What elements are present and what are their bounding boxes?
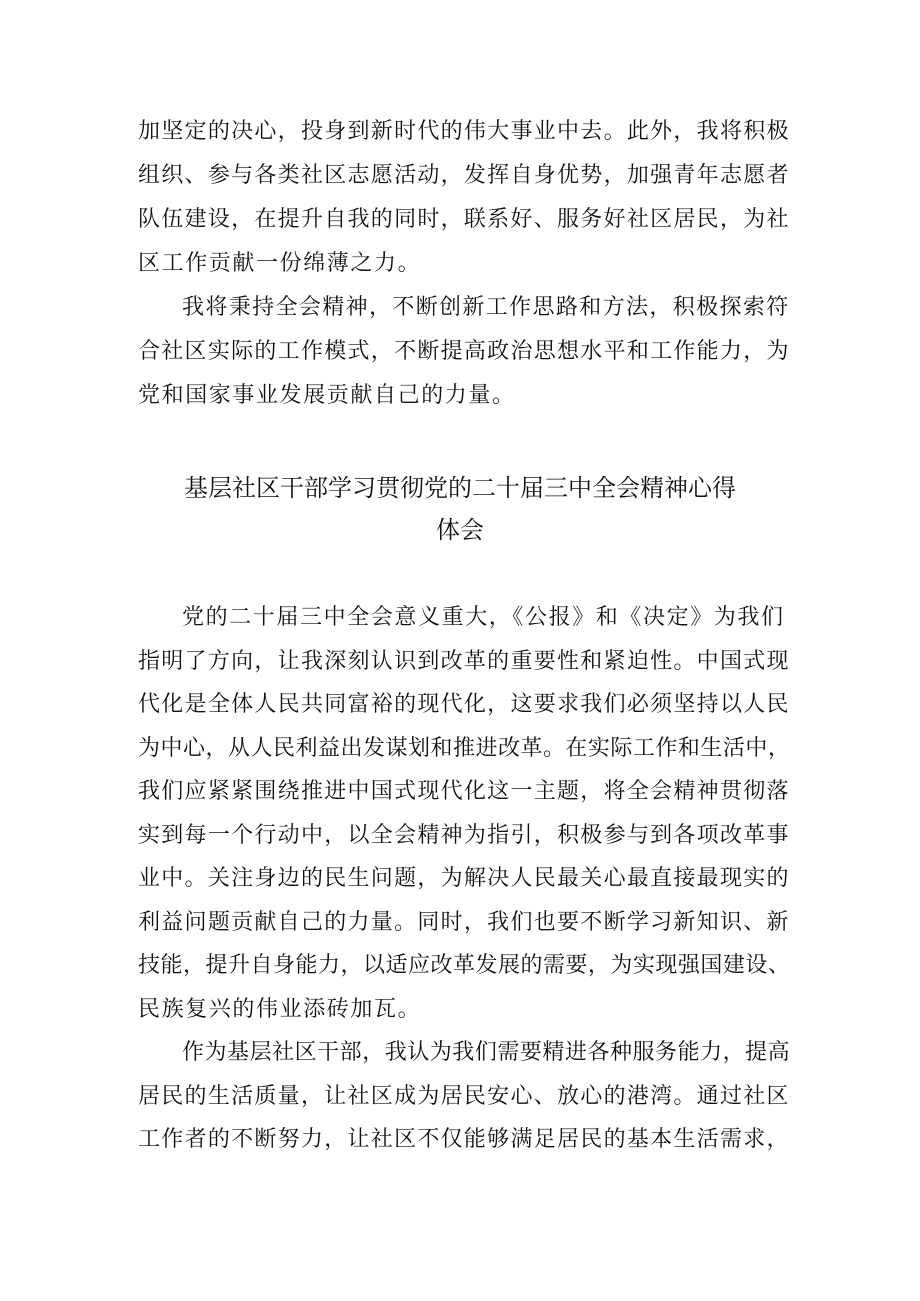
text-line: 党和国家事业发展贡献自己的力量。 — [138, 383, 516, 408]
text-line: 我将秉持全会精神，不断创新工作思路和方法，积极探索符 — [182, 295, 790, 320]
text-line: 加坚定的决心，投身到新时代的伟大事业中去。此外，我将积极 — [138, 119, 790, 144]
text-line: 业中。关注身边的民生问题，为解决人民最关心最直接最现实的 — [138, 866, 790, 891]
document-title-line-2: 体会 — [436, 516, 484, 544]
document-title-line-1: 基层社区干部学习贯彻党的二十届三中全会精神心得 — [184, 474, 736, 502]
text-line: 民族复兴的伟业添砖加瓦。 — [138, 997, 422, 1022]
text-line: 代化是全体人民共同富裕的现代化，这要求我们必须坚持以人民 — [138, 692, 790, 717]
text-line: 作为基层社区干部，我认为我们需要精进各种服务能力，提高 — [182, 1040, 791, 1065]
text-line: 组织、参与各类社区志愿活动，发挥自身优势，加强青年志愿者 — [138, 163, 790, 188]
text-line: 党的二十届三中全会意义重大，《公报》和《决定》为我们 — [182, 605, 785, 630]
text-line: 工作者的不断努力，让社区不仅能够满足居民的基本生活需求， — [138, 1127, 790, 1152]
text-line: 利益问题贡献自己的力量。同时，我们也要不断学习新知识、新 — [138, 910, 790, 935]
text-line: 为中心，从人民利益出发谋划和推进改革。在实际工作和生活中， — [138, 736, 791, 761]
text-line: 队伍建设，在提升自我的同时，联系好、服务好社区居民，为社 — [138, 207, 790, 232]
text-line: 我们应紧紧围绕推进中国式现代化这一主题，将全会精神贯彻落 — [138, 779, 790, 804]
text-line: 合社区实际的工作模式，不断提高政治思想水平和工作能力，为 — [138, 339, 790, 364]
text-line: 技能，提升自身能力，以适应改革发展的需要，为实现强国建设、 — [138, 953, 791, 978]
text-line: 居民的生活质量，让社区成为居民安心、放心的港湾。通过社区 — [138, 1084, 790, 1109]
text-line: 指明了方向，让我深刻认识到改革的重要性和紧迫性。中国式现 — [138, 649, 790, 674]
text-line: 实到每一个行动中，以全会精神为指引，积极参与到各项改革事 — [138, 823, 790, 848]
text-line: 区工作贡献一份绵薄之力。 — [138, 251, 422, 276]
